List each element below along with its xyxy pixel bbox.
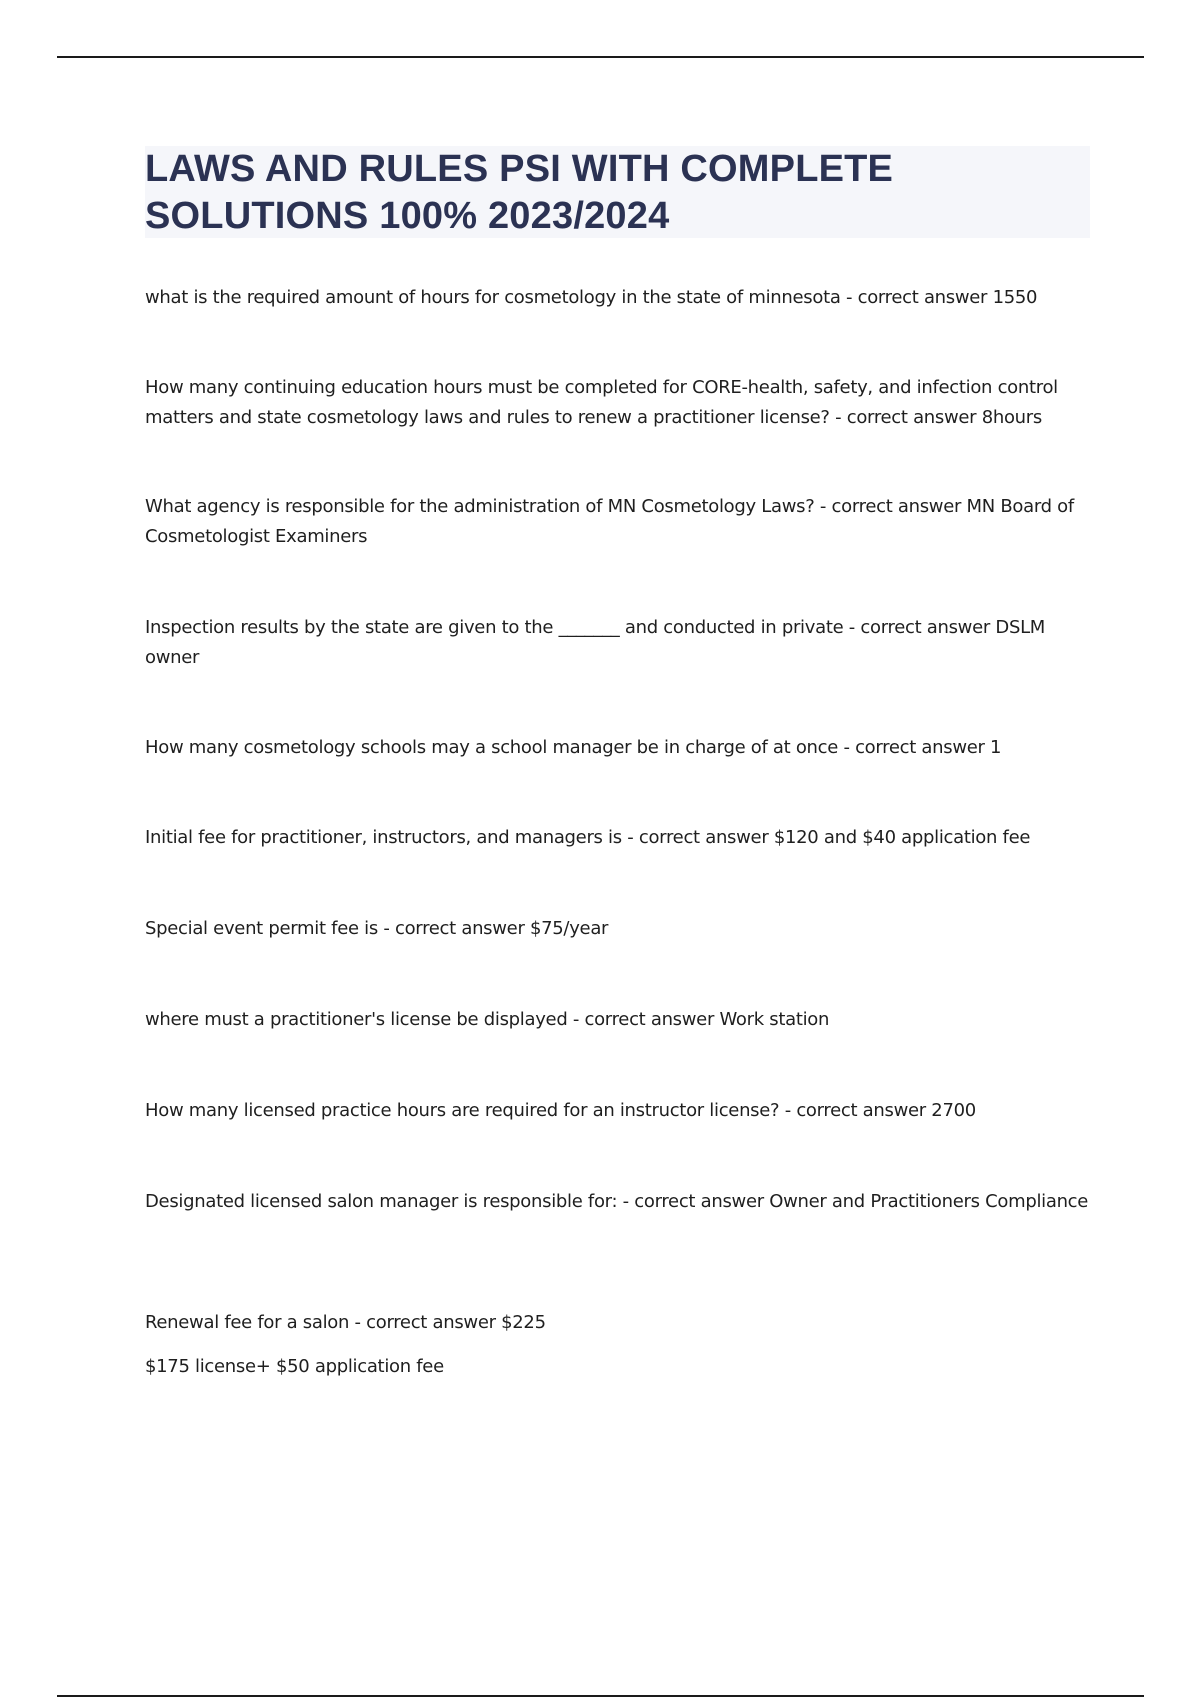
qa-entry-7: Special event permit fee is - correct answer $75/year bbox=[145, 918, 609, 939]
qa-entry-3: What agency is responsible for the administration of MN Cosmetology Laws? - correct answer MN Board of Cosmetologist Examiners bbox=[145, 496, 1074, 547]
qa-entry-10: Designated licensed salon manager is responsible for: - correct answer Owner and Practitioners Compliance bbox=[145, 1191, 1089, 1212]
qa-entry-11: Renewal fee for a salon - correct answer $225 bbox=[145, 1312, 546, 1333]
qa-entry-2: How many continuing education hours must be completed for CORE-health, safety, and infection control matters and state cosmetology laws and rules to renew a practitioner license? - correct answer 8hours bbox=[145, 377, 1058, 428]
header-rule bbox=[57, 56, 1144, 58]
qa-entry-8: where must a practitioner's license be displayed - correct answer Work station bbox=[145, 1009, 830, 1030]
qa-entry-1: what is the required amount of hours for cosmetology in the state of minnesota - correct answer 1550 bbox=[145, 287, 1038, 308]
qa-entry-4: Inspection results by the state are given to the _______ and conducted in private - correct answer DSLM owner bbox=[145, 617, 1046, 668]
qa-entry-11-detail: $175 license+ $50 application fee bbox=[145, 1356, 444, 1377]
qa-entry-5: How many cosmetology schools may a school manager be in charge of at once - correct answer 1 bbox=[145, 737, 1002, 758]
footer-rule bbox=[57, 1695, 1144, 1697]
document-title: LAWS AND RULES PSI WITH COMPLETE SOLUTIONS 100% 2023/2024 bbox=[145, 148, 894, 237]
title-block bbox=[145, 146, 1090, 238]
qa-entry-6: Initial fee for practitioner, instructors, and managers is - correct answer $120 and $40 application fee bbox=[145, 827, 1031, 848]
qa-entry-9: How many licensed practice hours are required for an instructor license? - correct answer 2700 bbox=[145, 1100, 976, 1121]
